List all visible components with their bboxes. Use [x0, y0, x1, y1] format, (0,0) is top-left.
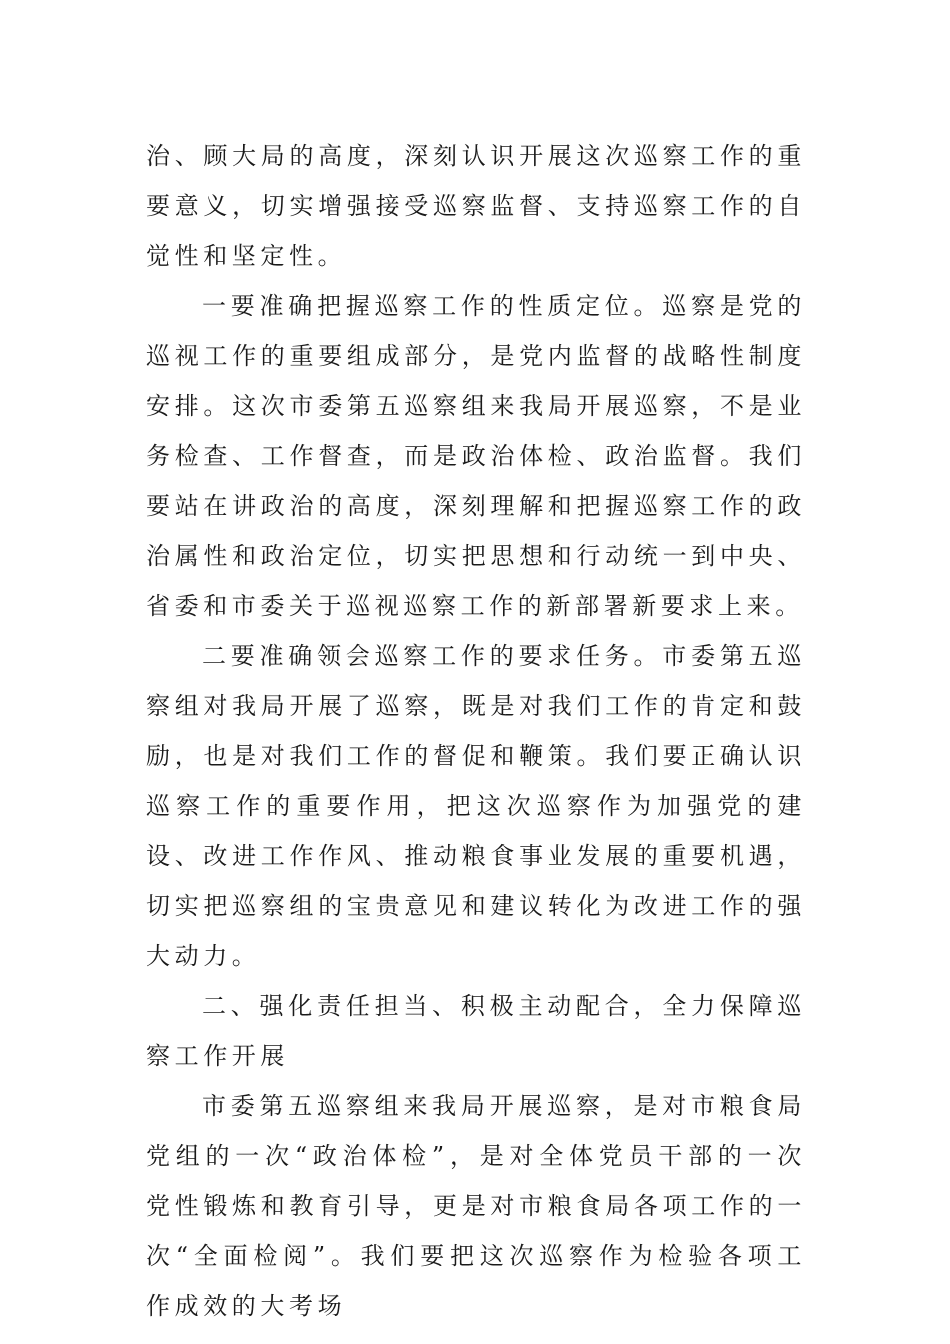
- paragraph-continuation: 治、顾大局的高度，深刻认识开展这次巡察工作的重要意义，切实增强接受巡察监督、支持巡察工作的自觉性和坚定性。: [146, 142, 806, 270]
- paragraph-point-two: 二要准确领会巡察工作的要求任务。市委第五巡察组对我局开展了巡察，既是对我们工作的肯定和鼓励，也是对我们工作的督促和鞭策。我们要正确认识巡察工作的重要作用，把这次巡察作为加强党的建设、改进工作作风、推动粮食事业发展的重要机遇，切实把巡察组的宝贵意见和建议转化为改进工作的强大动力。: [146, 642, 806, 970]
- paragraph-section-two-body: 市委第五巡察组来我局开展巡察，是对市粮食局党组的一次“政治体检”，是对全体党员干部的一次党性锻炼和教育引导，更是对市粮食局各项工作的一次“全面检阅”。我们要把这次巡察作为检验各项工作成效的大考场: [146, 1092, 806, 1320]
- document-body: [146, 131, 806, 1331]
- section-heading-two: 二、强化责任担当、积极主动配合，全力保障巡察工作开展: [146, 992, 806, 1070]
- paragraph-point-one: 一要准确把握巡察工作的性质定位。巡察是党的巡视工作的重要组成部分，是党内监督的战略性制度安排。这次市委第五巡察组来我局开展巡察，不是业务检查、工作督查，而是政治体检、政治监督。我们要站在讲政治的高度，深刻理解和把握巡察工作的政治属性和政治定位，切实把思想和行动统一到中央、省委和市委关于巡视巡察工作的新部署新要求上来。: [146, 292, 806, 620]
